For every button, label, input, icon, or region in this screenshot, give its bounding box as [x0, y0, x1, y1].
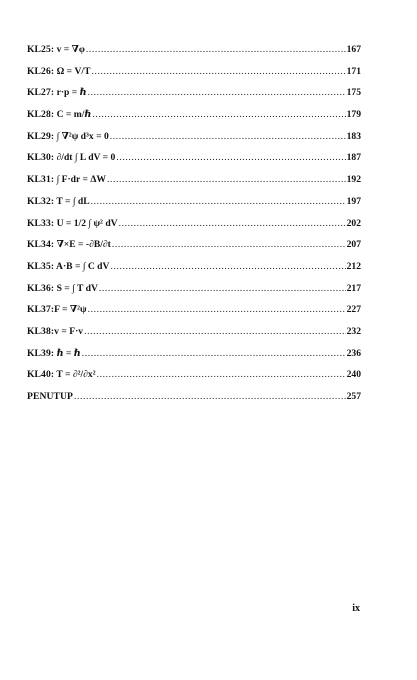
toc-page-number: 192: [346, 174, 361, 186]
toc-leader-dots: [110, 131, 346, 142]
toc-leader-dots: [88, 304, 346, 315]
toc-entry-formula: C = m/ℏ: [56, 109, 92, 121]
toc-page-number: 212: [346, 260, 361, 272]
toc-entry-formula: Ω = V/T: [56, 65, 91, 77]
toc-entry-label: KL29:: [27, 130, 55, 142]
toc-entry-label: KL30:: [27, 152, 55, 164]
toc-entry-label: KL34:: [27, 239, 55, 251]
toc-entry[interactable]: [27, 261, 361, 283]
toc-entry-label: KL40:: [27, 369, 55, 381]
toc-entry-title: [27, 261, 109, 272]
toc-page-number: 240: [346, 369, 361, 381]
toc-entry-title: [27, 87, 87, 98]
toc-leader-dots: [116, 152, 345, 163]
toc-entry-title: [27, 218, 118, 229]
toc-page-number: 227: [346, 304, 361, 316]
toc-entry-title: [27, 131, 109, 142]
toc-entry[interactable]: [27, 239, 361, 261]
toc-leader-dots: [86, 44, 346, 55]
toc-entry-formula: ∫ F·dr = ΔW: [56, 174, 106, 186]
toc-entry-label: KL38:: [27, 325, 55, 337]
toc-page-number: 171: [346, 65, 361, 77]
toc-page-number: 236: [346, 347, 361, 359]
toc-entry[interactable]: [27, 218, 361, 240]
toc-entry[interactable]: [27, 348, 361, 370]
toc-entry-formula: v = ∇φ: [56, 44, 85, 55]
toc-entry[interactable]: [27, 66, 361, 88]
toc-leader-dots: [92, 66, 346, 77]
toc-entry-title: [27, 391, 73, 402]
toc-entry[interactable]: [27, 326, 361, 348]
toc-entry[interactable]: [27, 174, 361, 196]
toc-entry-formula: ∇×E = -∂B/∂t: [56, 239, 111, 251]
toc-entry-label: PENUTUP: [27, 391, 74, 402]
toc-entry-title: [27, 304, 87, 315]
toc-entry-label: KL37:: [27, 304, 55, 316]
toc-entry-label: KL28:: [27, 109, 55, 121]
toc-entry-title: [27, 369, 96, 380]
toc-entry-title: [27, 66, 91, 77]
toc-entry-label: KL35:: [27, 260, 55, 272]
toc-entry-formula: ∂/dt ∫ L dV = 0: [56, 152, 116, 164]
toc-entry-formula: v = F·v: [54, 325, 84, 337]
toc-entry[interactable]: [27, 44, 361, 66]
toc-page-number: 202: [346, 217, 361, 229]
toc-entry-title: [27, 196, 90, 207]
toc-leader-dots: [110, 261, 345, 272]
toc-leader-dots: [84, 326, 346, 337]
toc-page-number: 207: [346, 239, 361, 251]
toc-entry-label: KL26:: [27, 65, 55, 77]
toc-entry-title: [27, 174, 106, 185]
toc-entry-label: KL25:: [27, 44, 55, 55]
toc-page-number: 183: [346, 130, 361, 142]
toc-entry-formula: ℏ = ℏ: [56, 347, 81, 359]
toc-entry-formula: A·B = ∫ C dV: [56, 260, 110, 272]
toc-entry[interactable]: [27, 109, 361, 131]
toc-entry-formula: S = ∫ T dV: [56, 282, 98, 294]
toc-entry-formula: r·p = ℏ: [56, 87, 87, 99]
toc-entry[interactable]: [27, 304, 361, 326]
toc-entry-formula: ∫ ∇²ψ d³x = 0: [56, 130, 109, 142]
toc-leader-dots: [74, 391, 346, 402]
toc-entry-title: [27, 326, 83, 337]
toc-entry-label: KL31:: [27, 174, 55, 186]
toc-entry-title: [27, 152, 115, 163]
toc-entry-formula: T = ∫ dL: [56, 195, 90, 207]
toc-leader-dots: [99, 283, 346, 294]
toc-entry[interactable]: [27, 369, 361, 391]
toc-entry-formula: F = ∇²ψ: [54, 304, 87, 316]
toc-entry-title: [27, 109, 91, 120]
toc-leader-dots: [82, 348, 346, 359]
toc-entry-title: [27, 283, 98, 294]
toc-page-number: 232: [346, 325, 361, 337]
toc-leader-dots: [92, 109, 345, 120]
toc-entry-formula: T = ∂²/∂x²: [56, 369, 96, 381]
toc-entry-label: KL27:: [27, 87, 55, 99]
toc-entry[interactable]: [27, 283, 361, 305]
toc-page-number: 179: [346, 109, 361, 121]
toc-entry-label: KL39:: [27, 347, 55, 359]
toc-page-number: 217: [346, 282, 361, 294]
toc-page-number: 167: [346, 44, 361, 55]
toc-entry-formula: U = 1/2 ∫ ψ² dV: [56, 217, 118, 229]
toc-entry[interactable]: [27, 131, 361, 153]
toc-leader-dots: [112, 239, 346, 250]
toc-leader-dots: [91, 196, 346, 207]
toc-entry-title: [27, 348, 81, 359]
toc-entry-label: KL33:: [27, 217, 55, 229]
toc-leader-dots: [107, 174, 346, 185]
toc-leader-dots: [97, 369, 346, 380]
toc-page-number: 197: [346, 195, 361, 207]
table-of-contents: [27, 44, 361, 413]
toc-page-number: 257: [346, 391, 361, 402]
toc-entry[interactable]: [27, 152, 361, 174]
toc-entry-title: [27, 44, 85, 55]
toc-entry-title: [27, 239, 111, 250]
toc-leader-dots: [119, 218, 346, 229]
toc-page-number: 175: [346, 87, 361, 99]
toc-entry[interactable]: [27, 391, 361, 413]
page-number: ix: [352, 603, 360, 614]
toc-entry[interactable]: [27, 87, 361, 109]
toc-entry-label: KL36:: [27, 282, 55, 294]
toc-entry-label: KL32:: [27, 195, 55, 207]
toc-entry[interactable]: [27, 196, 361, 218]
toc-page-number: 187: [346, 152, 361, 164]
toc-leader-dots: [88, 87, 346, 98]
